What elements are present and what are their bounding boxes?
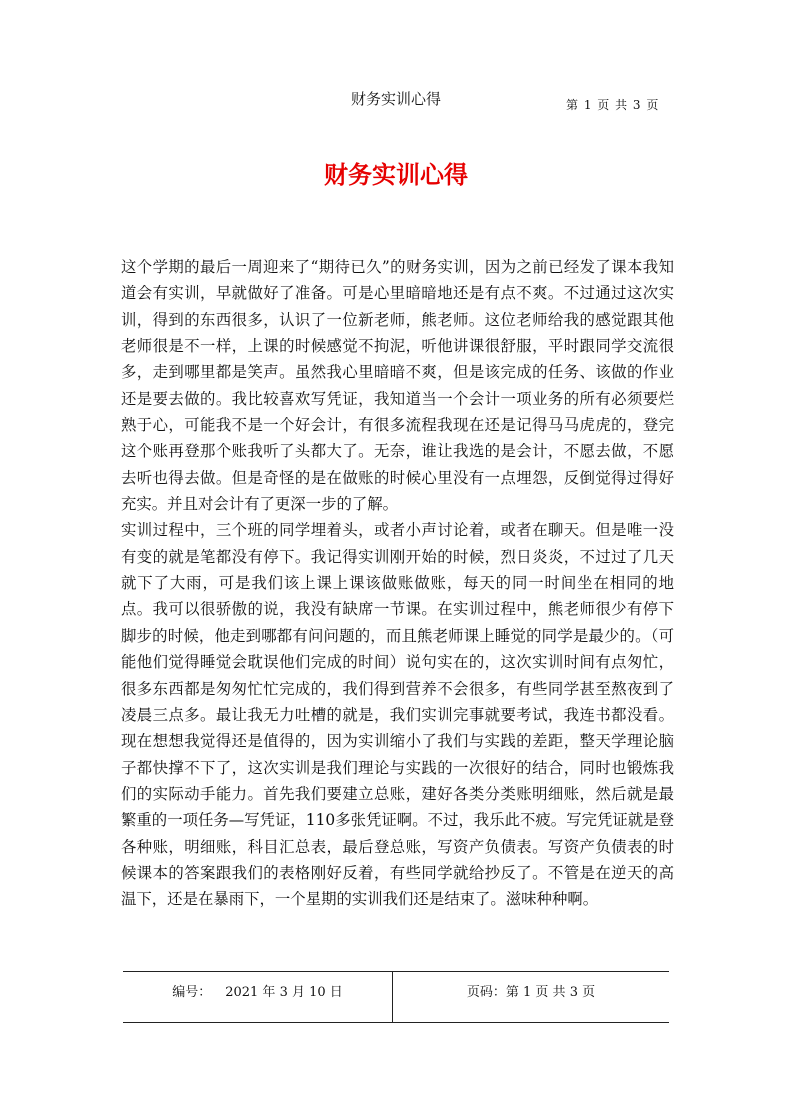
footer-top-rule	[123, 971, 669, 972]
document-title: 财务实训心得	[324, 160, 468, 189]
footer-date: 2021 年 3 月 10 日	[225, 985, 343, 1000]
header-title: 财务实训心得	[350, 90, 441, 108]
footer-number-date	[123, 984, 392, 1002]
paragraph: 实训过程中，三个班的同学埋着头，或者小声讨论着，或者在聊天。但是唯一没有变的就是笔都没有停下。我记得实训刚开始的时候，烈日炎炎，不过过了几天就下了大雨，可是我们该上课上课该做账做账，每天的同一时间坐在相同的地点。我可以很骄傲的说，我没有缺席一节课。在实训过程中，熊老师很少有停下脚步的时候，他走到哪都有问问题的，而且熊老师课上睡觉的同学是最少的。（可能他们觉得睡觉会耽误他们完成的时间）说句实在的，这次实训时间有点匆忙，很多东西都是匆匆忙忙完成的，我们得到营养不会很多，有些同学甚至熬夜到了凌晨三点多。最让我无力吐槽的就是，我们实训完事就要考试，我连书都没看。现在想想我觉得还是值得的，因为实训缩小了我们与实践的差距，整天学理论脑子都快撑不下了，这次实训是我们理论与实践的一次很好的结合，同时也锻炼我们的实际动手能力。首先我们要建立总账，建好各类分类账明细账，然后就是最繁重的一项任务—写凭证，110多张凭证啊。不过，我乐此不疲。写完凭证就是登各种账，明细账，科目汇总表，最后登总账，写资产负债表。写资产负债表的时候课本的答案跟我们的表格刚好反着，有些同学就给抄反了。不管是在逆天的高温下，还是在暴雨下，一个星期的实训我们还是结束了。滋味种种啊。	[121, 521, 674, 909]
paragraph: 这个学期的最后一周迎来了“期待已久”的财务实训，因为之前已经发了课本我知道会有实训，早就做好了准备。可是心里暗暗地还是有点不爽。不过通过这次实训，得到的东西很多，认识了一位新老师，熊老师。这位老师给我的感觉跟其他老师很是不一样，上课的时候感觉不拘泥，听他讲课很舒服，平时跟同学交流很多，走到哪里都是笑声。虽然我心里暗暗不爽，但是该完成的任务、该做的作业还是要去做的。我比较喜欢写凭证，我知道当一个会计一项业务的所有必须要烂熟于心，可能我不是一个好会计，有很多流程我现在还是记得马马虎虎的，登完这个账再登那个账我听了头都大了。无奈，谁让我选的是会计，不愿去做，不愿去听也得去做。但是奇怪的是在做账的时候心里没有一点埋怨，反倒觉得过得好充实。并且对会计有了更深一步的了解。	[121, 258, 674, 514]
document-body	[121, 254, 674, 913]
footer-page-info: 页码：第 1 页 共 3 页	[466, 985, 596, 1000]
header-page-info: 第 1 页 共 3 页	[566, 98, 660, 112]
footer-bottom-rule	[123, 1022, 669, 1023]
footer-number-label: 编号：	[172, 985, 212, 1000]
